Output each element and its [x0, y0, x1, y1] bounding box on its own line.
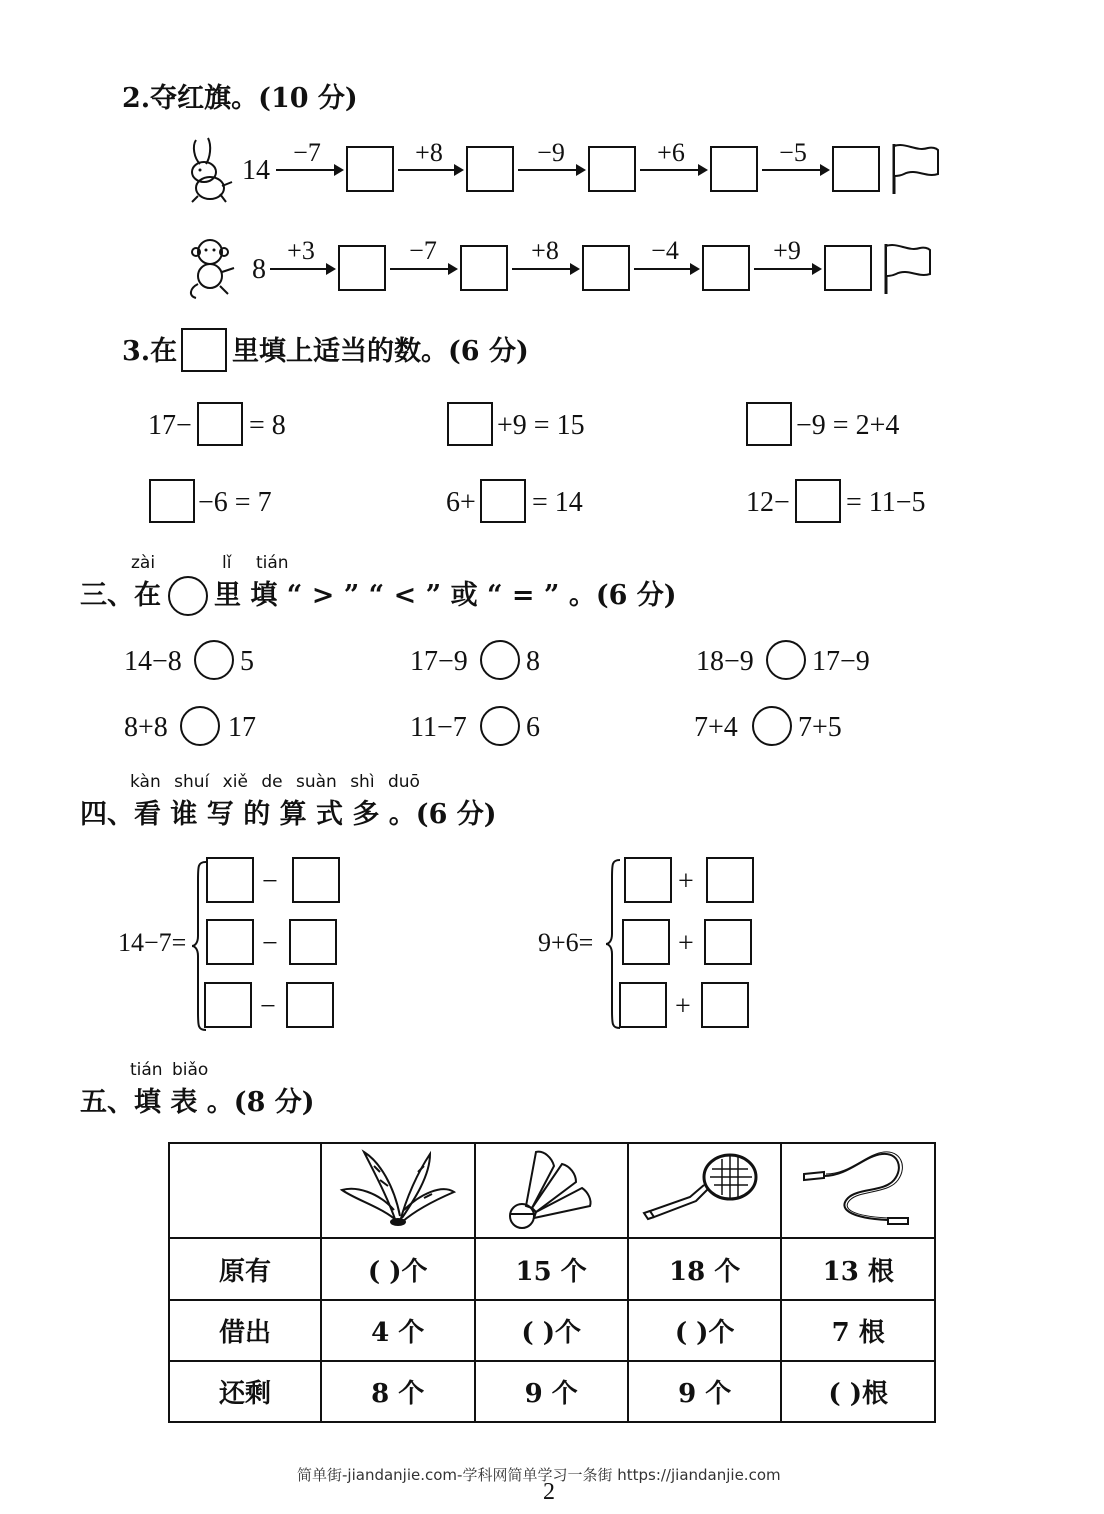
table-cell: 15 个	[475, 1238, 628, 1300]
s3-item3-right: 17−9	[812, 646, 870, 677]
s5-title: 五、填 表 。(8 分)	[80, 1087, 315, 1118]
s4-left-op-1: −	[262, 866, 278, 897]
q2-row2-arrow-1	[270, 268, 334, 270]
q3-eq4-box[interactable]	[149, 479, 195, 523]
table-header-cell-3	[628, 1143, 782, 1238]
table-cell[interactable]: ( )个	[475, 1300, 628, 1361]
q2-row1-arrow-4	[640, 169, 706, 171]
q3-eq3-post: −9 = 2+4	[796, 410, 900, 441]
table-cell: 8 个	[321, 1361, 475, 1422]
q2-row2-box-5[interactable]	[824, 245, 872, 291]
s4-right-op-2: +	[678, 928, 694, 959]
s3-item2-circle[interactable]	[480, 640, 520, 680]
q3-title-end: 里填上适当的数。(6 分)	[232, 336, 529, 367]
s3-item6-left: 7+4	[694, 712, 738, 743]
table-cell[interactable]: ( )个	[628, 1300, 782, 1361]
q3-eq5-box[interactable]	[480, 479, 526, 523]
table-header-cell-1	[321, 1143, 475, 1238]
tennis-racket-icon	[640, 1147, 770, 1227]
q2-row2-box-1[interactable]	[338, 245, 386, 291]
s4-left-box-3a[interactable]	[204, 982, 252, 1028]
s4-left-label: 14−7=	[118, 928, 187, 957]
s3-pinyin-tian: tián	[256, 553, 289, 573]
badminton-shuttlecock-icon	[496, 1144, 606, 1230]
s3-item3-left: 18−9	[696, 646, 754, 677]
s3-title-end: 里 填 “ > ” “ < ” 或 “ = ” 。(6 分)	[214, 580, 677, 611]
q2-row2-box-4[interactable]	[702, 245, 750, 291]
s3-item5-circle[interactable]	[480, 706, 520, 746]
q3-eq5-pre: 6+	[446, 487, 476, 518]
q3-eq1-post: = 8	[249, 410, 286, 441]
q2-row1-arrow-2	[398, 169, 462, 171]
q2-row1-op-1: −7	[293, 138, 321, 167]
q2-row2-arrow-5	[754, 268, 820, 270]
shuttlecock-feather-icon	[336, 1146, 460, 1228]
s3-item1-circle[interactable]	[194, 640, 234, 680]
q2-row1-arrow-3	[518, 169, 584, 171]
q3-eq2-box[interactable]	[447, 402, 493, 446]
q2-row2-op-1: +3	[287, 236, 315, 265]
s3-item2-left: 17−9	[410, 646, 468, 677]
table-cell: 7 根	[781, 1300, 935, 1361]
q2-row2-box-2[interactable]	[460, 245, 508, 291]
q2-row1-box-1[interactable]	[346, 146, 394, 192]
s4-left-box-2b[interactable]	[289, 919, 337, 965]
s4-right-box-3a[interactable]	[619, 982, 667, 1028]
table-cell: 9 个	[628, 1361, 782, 1422]
s4-right-label: 9+6=	[538, 928, 594, 957]
q2-row1-start: 14	[242, 155, 270, 186]
q2-row1-op-5: −5	[779, 138, 807, 167]
s4-right-box-1b[interactable]	[706, 857, 754, 903]
table-cell[interactable]: ( )个	[321, 1238, 475, 1300]
s3-pinyin-li: lǐ	[222, 553, 232, 573]
jump-rope-icon	[798, 1146, 918, 1228]
s3-item6-circle[interactable]	[752, 706, 792, 746]
s3-item1-right: 5	[240, 646, 254, 677]
table-corner-cell	[169, 1143, 321, 1238]
q2-row1-box-2[interactable]	[466, 146, 514, 192]
q2-row1-op-4: +6	[657, 138, 685, 167]
flag-icon	[878, 240, 934, 296]
s4-right-op-3: +	[675, 991, 691, 1022]
q2-title: 2.夺红旗。(10 分)	[122, 83, 358, 114]
q2-row2-op-3: +8	[531, 236, 559, 265]
q2-row1-box-5[interactable]	[832, 146, 880, 192]
table-header-cell-4	[781, 1143, 935, 1238]
q2-row2-arrow-2	[390, 268, 456, 270]
s3-item5-right: 6	[526, 712, 540, 743]
table-cell: 18 个	[628, 1238, 782, 1300]
s4-left-box-1b[interactable]	[292, 857, 340, 903]
s4-left-box-1a[interactable]	[206, 857, 254, 903]
s4-right-box-1a[interactable]	[624, 857, 672, 903]
s3-item1-left: 14−8	[124, 646, 182, 677]
s3-item6-right: 7+5	[798, 712, 842, 743]
s4-left-op-2: −	[262, 928, 278, 959]
s4-right-box-2a[interactable]	[622, 919, 670, 965]
monkey-icon	[184, 236, 240, 300]
s3-item4-left: 8+8	[124, 712, 168, 743]
s3-item3-circle[interactable]	[766, 640, 806, 680]
s3-item4-circle[interactable]	[180, 706, 220, 746]
q2-row1-box-4[interactable]	[710, 146, 758, 192]
q2-row1-box-3[interactable]	[588, 146, 636, 192]
rabbit-icon	[182, 136, 238, 206]
q3-eq1-pre: 17−	[148, 410, 192, 441]
s4-left-op-3: −	[260, 991, 276, 1022]
q3-eq6-box[interactable]	[795, 479, 841, 523]
q3-eq3-box[interactable]	[746, 402, 792, 446]
q3-eq4-post: −6 = 7	[198, 487, 272, 518]
footer-watermark: 简单街-jiandanjie.com-学科网简单学习一条街 https://jiandanjie.com	[297, 1466, 781, 1484]
q3-eq6-post: = 11−5	[846, 487, 926, 518]
q2-row2-op-4: −4	[651, 236, 679, 265]
q2-row1-op-2: +8	[415, 138, 443, 167]
q3-eq6-pre: 12−	[746, 487, 790, 518]
s3-item2-right: 8	[526, 646, 540, 677]
s3-item4-right: 17	[228, 712, 256, 743]
q2-row1-arrow-1	[276, 169, 342, 171]
q3-eq1-box[interactable]	[197, 402, 243, 446]
table-row-label: 原有	[169, 1238, 321, 1300]
s4-left-box-3b[interactable]	[286, 982, 334, 1028]
q3-eq2-post: +9 = 15	[497, 410, 585, 441]
table-cell: 13 根	[781, 1238, 935, 1300]
s3-title-circle	[168, 576, 208, 616]
table-header-cell-2	[475, 1143, 628, 1238]
q2-row2-arrow-3	[512, 268, 578, 270]
table-row-label: 还剩	[169, 1361, 321, 1422]
s3-pinyin-zai: zài	[131, 553, 156, 573]
s4-right-box-3b[interactable]	[701, 982, 749, 1028]
table-cell: 4 个	[321, 1300, 475, 1361]
q3-title-box	[181, 328, 227, 372]
q2-row2-start: 8	[252, 254, 266, 285]
s3-item5-left: 11−7	[410, 712, 467, 743]
page-number: 2	[543, 1479, 555, 1505]
q2-row1-op-3: −9	[537, 138, 565, 167]
flag-icon	[886, 140, 942, 196]
q3-eq5-post: = 14	[532, 487, 583, 518]
fill-table	[168, 1142, 936, 1423]
table-row-label: 借出	[169, 1300, 321, 1361]
q2-row2-op-5: +9	[773, 236, 801, 265]
q2-row2-op-2: −7	[409, 236, 437, 265]
s3-title-start: 三、在	[80, 580, 161, 611]
q3-title-start: 3.在	[122, 336, 178, 367]
s5-pinyin: tián biǎo	[130, 1060, 209, 1080]
s4-right-op-1: +	[678, 866, 694, 897]
q2-row1-arrow-5	[762, 169, 828, 171]
q2-row2-arrow-4	[634, 268, 698, 270]
s4-title: 四、看 谁 写 的 算 式 多 。(6 分)	[80, 799, 497, 830]
table-cell[interactable]: ( )根	[781, 1361, 935, 1422]
s4-left-box-2a[interactable]	[206, 919, 254, 965]
table-cell: 9 个	[475, 1361, 628, 1422]
q2-row2-box-3[interactable]	[582, 245, 630, 291]
s4-pinyin: kàn shuí xiě de suàn shì duō	[130, 772, 420, 792]
s4-right-box-2b[interactable]	[704, 919, 752, 965]
